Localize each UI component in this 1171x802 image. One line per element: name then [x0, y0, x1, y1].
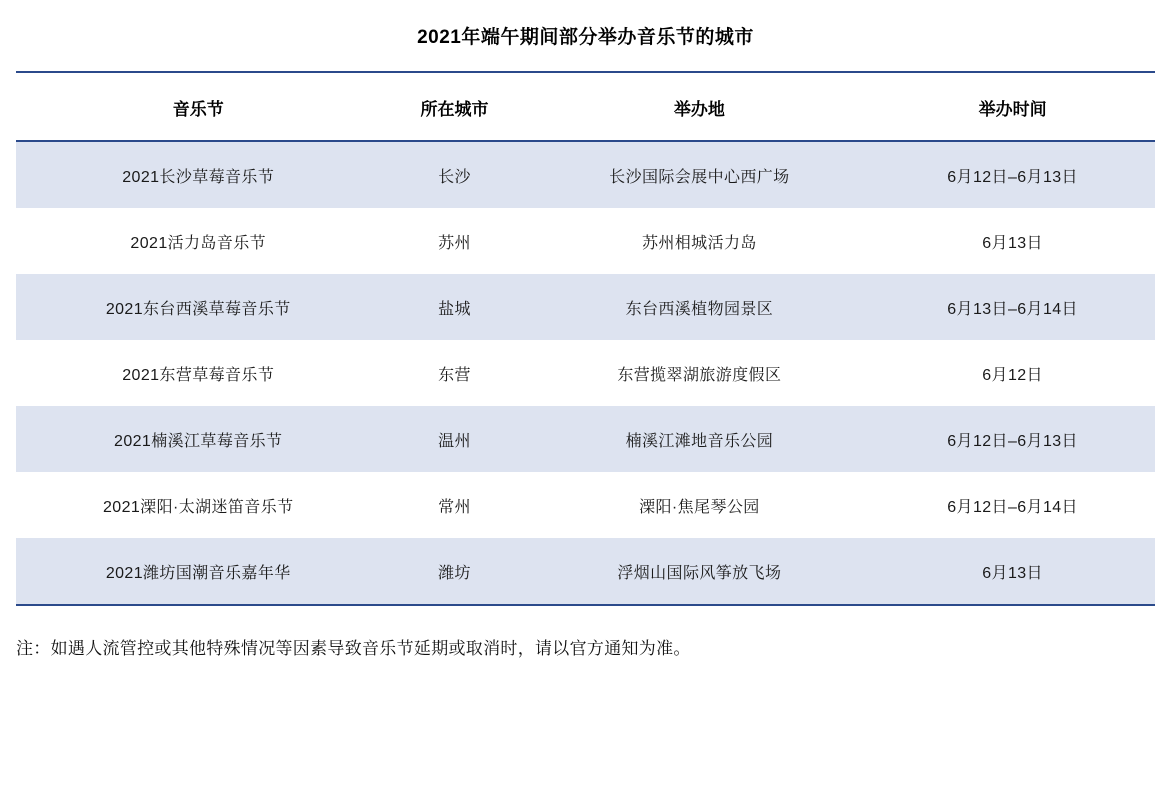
cell-city: 长沙	[380, 141, 528, 208]
table-row	[16, 538, 1155, 604]
column-header-date: 举办时间	[870, 72, 1155, 141]
table-row	[16, 208, 1155, 274]
cell-venue: 浮烟山国际风筝放飞场	[529, 538, 871, 604]
table-row	[16, 472, 1155, 538]
cell-festival: 2021长沙草莓音乐节	[16, 141, 380, 208]
cell-city: 盐城	[380, 274, 528, 340]
cell-city: 潍坊	[380, 538, 528, 604]
cell-date: 6月13日–6月14日	[870, 274, 1155, 340]
table-header	[16, 72, 1155, 141]
cell-date: 6月13日	[870, 538, 1155, 604]
table-row	[16, 141, 1155, 208]
cell-city: 常州	[380, 472, 528, 538]
music-festival-table	[16, 71, 1155, 604]
footnote: 注：如遇人流管控或其他特殊情况等因素导致音乐节延期或取消时，请以官方通知为准。	[16, 639, 691, 658]
table-body	[16, 141, 1155, 604]
table-row	[16, 274, 1155, 340]
cell-festival: 2021活力岛音乐节	[16, 208, 380, 274]
cell-date: 6月12日–6月14日	[870, 472, 1155, 538]
cell-city: 东营	[380, 340, 528, 406]
cell-venue: 东营揽翠湖旅游度假区	[529, 340, 871, 406]
column-header-city: 所在城市	[380, 72, 528, 141]
table-header-row	[16, 72, 1155, 141]
cell-date: 6月12日–6月13日	[870, 141, 1155, 208]
cell-venue: 长沙国际会展中心西广场	[529, 141, 871, 208]
cell-festival: 2021楠溪江草莓音乐节	[16, 406, 380, 472]
column-header-festival: 音乐节	[16, 72, 380, 141]
cell-festival: 2021东营草莓音乐节	[16, 340, 380, 406]
cell-venue: 苏州相城活力岛	[529, 208, 871, 274]
cell-venue: 东台西溪植物园景区	[529, 274, 871, 340]
column-header-venue: 举办地	[529, 72, 871, 141]
cell-venue: 溧阳·焦尾琴公园	[529, 472, 871, 538]
cell-date: 6月13日	[870, 208, 1155, 274]
table-row	[16, 406, 1155, 472]
page-title: 2021年端午期间部分举办音乐节的城市	[417, 27, 754, 48]
table-row	[16, 340, 1155, 406]
cell-city: 温州	[380, 406, 528, 472]
cell-festival: 2021潍坊国潮音乐嘉年华	[16, 538, 380, 604]
cell-festival: 2021东台西溪草莓音乐节	[16, 274, 380, 340]
cell-festival: 2021溧阳·太湖迷笛音乐节	[16, 472, 380, 538]
cell-venue: 楠溪江滩地音乐公园	[529, 406, 871, 472]
cell-city: 苏州	[380, 208, 528, 274]
cell-date: 6月12日–6月13日	[870, 406, 1155, 472]
cell-date: 6月12日	[870, 340, 1155, 406]
